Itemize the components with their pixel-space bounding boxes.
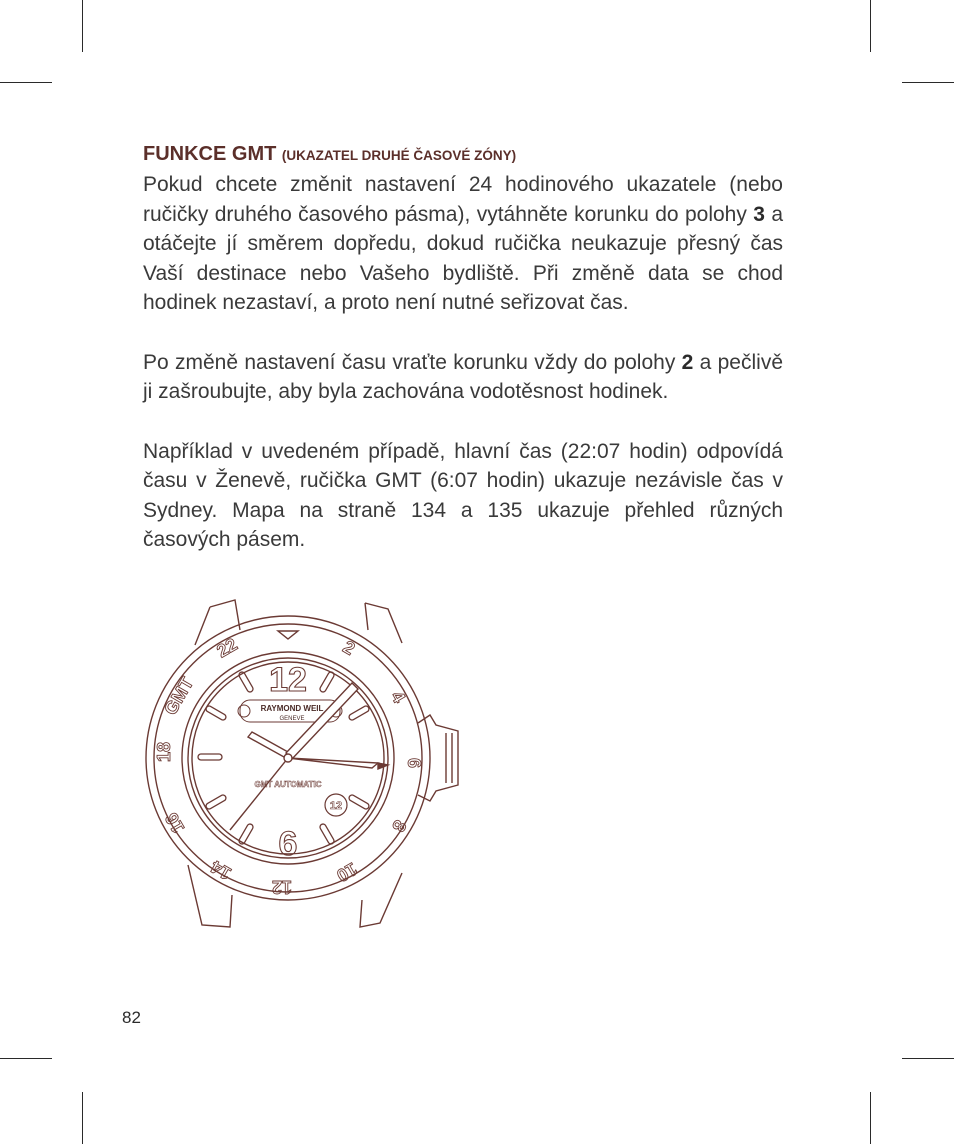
crop-mark [870,0,871,52]
dial-numeral-12: 12 [269,661,307,699]
watch-lug [360,873,402,927]
crop-mark [902,1058,954,1059]
date-value: 12 [329,800,343,812]
bezel-number: 16 [161,809,189,837]
crop-mark [0,1058,52,1059]
bezel-number: 4 [387,687,410,707]
paragraph-bold: 2 [681,350,694,374]
bezel-number: 8 [388,816,411,836]
dial-city: GENEVE [279,716,305,722]
watch-lug [365,603,402,643]
paragraph-example: Například v uvedeném případě, hlavní čas (22:07 hodin) odpovídá času v Ženevě, ručička GMT (6:07 hodin) ukazuje nezávisle čas v Sydney. Mapa na straně 134 a 135 ukazuje přehled různých časových pásem. [143,439,783,551]
paragraph-text: a pečlivě ji zašroubujte, aby byla zachována vodotěsnost hodinek. [143,350,783,403]
bezel-number: 12 [271,877,293,897]
bezel-number: 22 [213,634,241,662]
gmt-hand [288,758,378,768]
watch-illustration [140,595,480,935]
section-heading [143,140,783,170]
bezel-number: 10 [333,858,361,886]
paragraph-bold: 3 [753,202,765,226]
heading-subtitle: (UKAZATEL DRUHÉ ČASOVÉ ZÓNY) [281,148,517,163]
paragraph-screw-crown [143,348,783,407]
dial-numeral-6: 6 [278,825,298,863]
hand-pivot [284,754,292,762]
heading-main: FUNKCE GMT [143,143,277,165]
paragraph-crown-position [143,170,783,318]
text-content [143,140,783,555]
bezel-number: 6 [404,757,424,769]
page-number: 82 [122,1008,141,1027]
paragraph-text: Pokud chcete změnit nastavení 24 hodinového ukazatele (nebo ručičky druhého časového pásma), vytáhněte korunku do polohy [143,173,783,226]
crop-mark [0,82,52,83]
bezel-number: 2 [339,636,359,659]
crop-mark [82,1092,83,1144]
seconds-hand [230,758,288,830]
bezel-gmt-label: GMT [160,673,198,719]
crop-mark [902,82,954,83]
crop-mark [870,1092,871,1144]
watch-lug [195,600,240,645]
paragraph-text: Po změně nastavení času vraťte korunku vždy do polohy [143,350,682,374]
bezel-number: 14 [207,856,235,884]
dial-model: GMT AUTOMATIC [254,780,322,789]
bezel-number: 18 [154,741,174,763]
bezel-triangle [278,631,298,639]
crop-mark [82,0,83,52]
hour-hand [248,732,288,757]
dial-brand: RAYMOND WEIL [260,704,324,713]
paragraph-text: a otáčejte jí směrem dopředu, dokud ručička neukazuje přesný čas Vaší destinace nebo Vašeho bydliště. Při změně data se chod hodinek nezastaví, a proto není nutné seřizovat čas. [143,202,783,314]
